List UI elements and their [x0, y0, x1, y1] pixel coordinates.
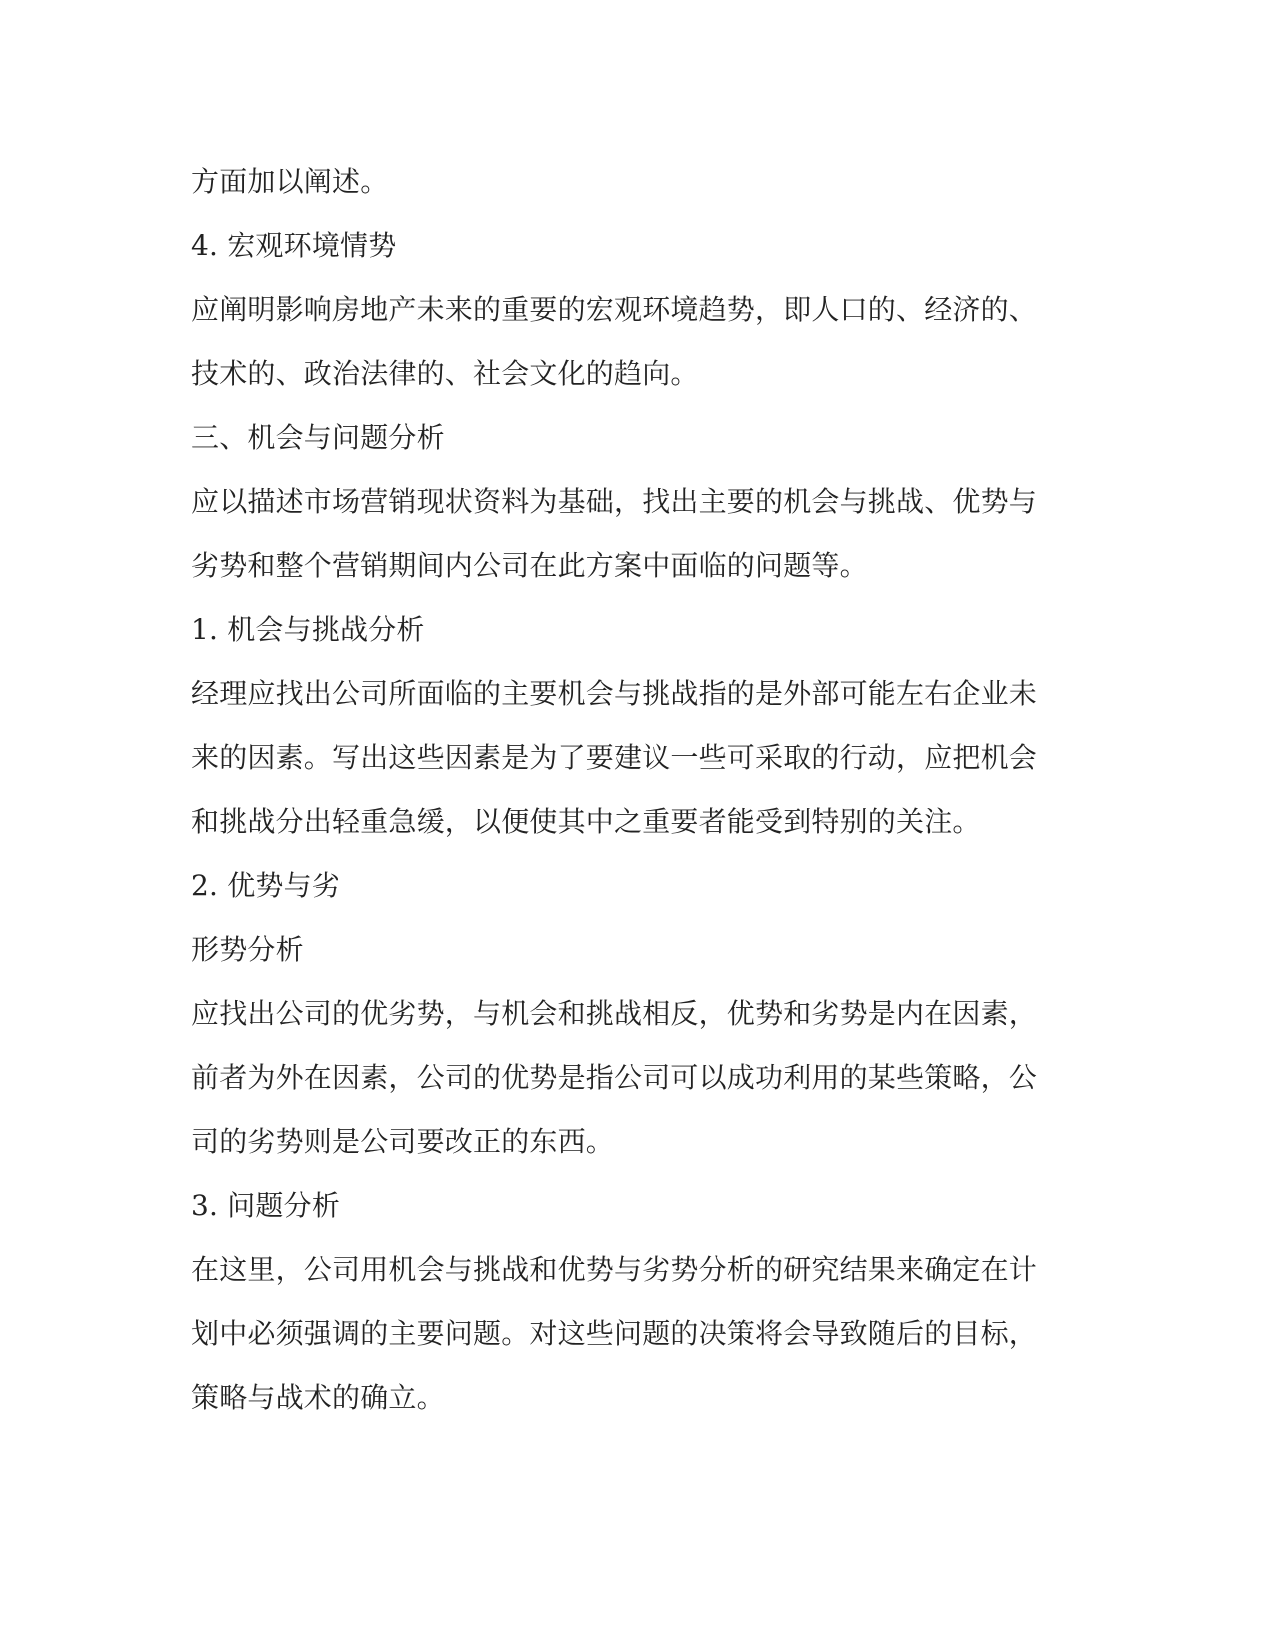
- paragraph-line: 策略与战术的确立。: [191, 1381, 445, 1414]
- paragraph-line: 应以描述市场营销现状资料为基础，找出主要的机会与挑战、优势与: [191, 485, 1038, 518]
- section-heading: 1. 机会与挑战分析: [191, 613, 425, 646]
- paragraph-line: 来的因素。写出这些因素是为了要建议一些可采取的行动，应把机会: [191, 741, 1038, 774]
- document-body: [191, 150, 1071, 1430]
- paragraph-line: 前者为外在因素，公司的优势是指公司可以成功利用的某些策略，公: [191, 1061, 1038, 1094]
- paragraph-line: 划中必须强调的主要问题。对这些问题的决策将会导致随后的目标，: [191, 1317, 1038, 1350]
- paragraph-line: 经理应找出公司所面临的主要机会与挑战指的是外部可能左右企业未: [191, 677, 1038, 710]
- paragraph-line: 形势分析: [191, 933, 304, 966]
- paragraph-line: 方面加以阐述。: [191, 165, 389, 198]
- paragraph-line: 应阐明影响房地产未来的重要的宏观环境趋势，即人口的、经济的、: [191, 293, 1038, 326]
- paragraph-line: 技术的、政治法律的、社会文化的趋向。: [191, 357, 699, 390]
- paragraph-line: 在这里，公司用机会与挑战和优势与劣势分析的研究结果来确定在计: [191, 1253, 1038, 1286]
- chapter-heading: 三、机会与问题分析: [191, 421, 445, 454]
- section-heading: 4. 宏观环境情势: [191, 229, 397, 262]
- section-heading: 3. 问题分析: [191, 1189, 341, 1222]
- paragraph-line: 和挑战分出轻重急缓，以便使其中之重要者能受到特别的关注。: [191, 805, 981, 838]
- paragraph-line: 应找出公司的优劣势，与机会和挑战相反，优势和劣势是内在因素，: [191, 997, 1038, 1030]
- section-heading: 2. 优势与劣: [191, 869, 341, 902]
- paragraph-line: 劣势和整个营销期间内公司在此方案中面临的问题等。: [191, 549, 868, 582]
- paragraph-line: 司的劣势则是公司要改正的东西。: [191, 1125, 615, 1158]
